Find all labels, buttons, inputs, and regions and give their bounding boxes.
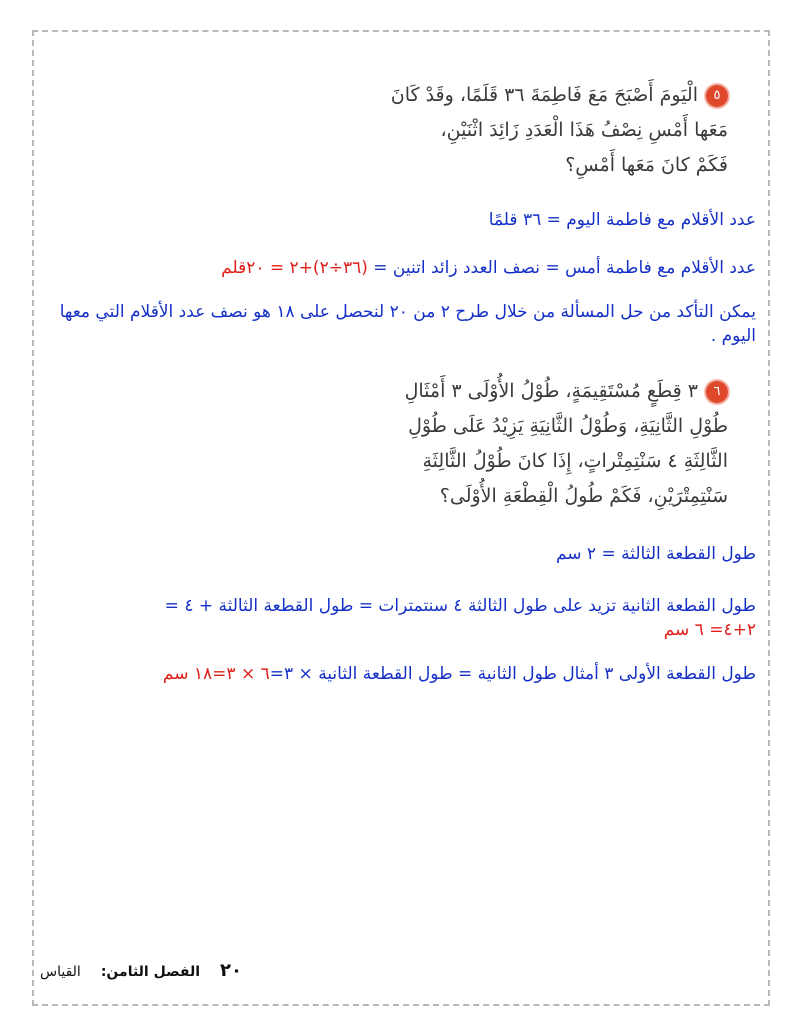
chapter-label: الفصل الثامن: — [100, 964, 201, 980]
answer-6-line-3: طول القطعة الأولى ٣ أمثال طول الثانية = طول القطعة الثانية × ٣=٦ × ٣=١٨ سم — [162, 664, 756, 684]
problem-6 — [405, 374, 728, 514]
problem-5-line-2: مَعَها أَمْسِ نِصْفُ هَذَا الْعَدَدِ زَائِدَ اثْنَيْنِ، — [440, 119, 728, 141]
problem-5-line-3: فَكَمْ كانَ مَعَها أَمْسِ؟ — [565, 154, 728, 176]
answer-6-line-1: طول القطعة الثالثة = ٢ سم — [555, 544, 756, 564]
problem-6-line-2: طُوْلِ الثَّانِيَةِ، وَطُوْلُ الثَّانِيَةِ يَزِيْدُ عَلَى طُوْلِ — [408, 415, 728, 437]
answer-5-line-1: عدد الأقلام مع فاطمة اليوم = ٣٦ قلمًا — [488, 210, 756, 230]
problem-6-line-4: سَنْتِمِتْرَيْنِ، فَكَمْ طُولُ الْقِطْعَةِ الأُوْلَى؟ — [439, 485, 728, 507]
problem-6-line-1: ٦٣ قِطَعٍ مُسْتَقِيمَةٍ، طُوْلُ الأُوْلَى ٣ أَمْثَالِ — [405, 374, 728, 409]
problem-5-number: ٥ — [706, 85, 728, 107]
page-number: ٢٠ — [220, 960, 243, 981]
problem-6-line-3: الثَّالِثَةِ ٤ سَنْتِمِتْراتٍ، إِذَا كانَ طُوْلُ الثَّالِثَةِ — [422, 450, 728, 472]
answer-6-line-2: طول القطعة الثانية تزيد على طول الثالثة ٤ سنتمترات = طول القطعة الثالثة + ٤ = ٢+٤= ٦ سم — [164, 596, 756, 640]
chapter-topic: القياس — [40, 964, 81, 980]
problem-5-line-1: ٥الْيَومَ أَصْبَحَ مَعَ فَاطِمَةَ ٣٦ قَلَمًا، وقَدْ كَانَ — [391, 78, 728, 113]
answer-5-line-3: يمكن التأكد من حل المسألة من خلال طرح ٢ من ٢٠ لنحصل على ١٨ هو نصف عدد الأقلام التي معها اليوم . — [59, 302, 756, 346]
problem-6-number: ٦ — [706, 381, 728, 403]
answer-5-line-2: عدد الأقلام مع فاطمة أمس = نصف العدد زائد اتنين = (٣٦÷٢)+٢ = ٢٠قلم — [221, 258, 756, 278]
page-footer — [40, 960, 242, 981]
problem-5 — [391, 78, 728, 183]
